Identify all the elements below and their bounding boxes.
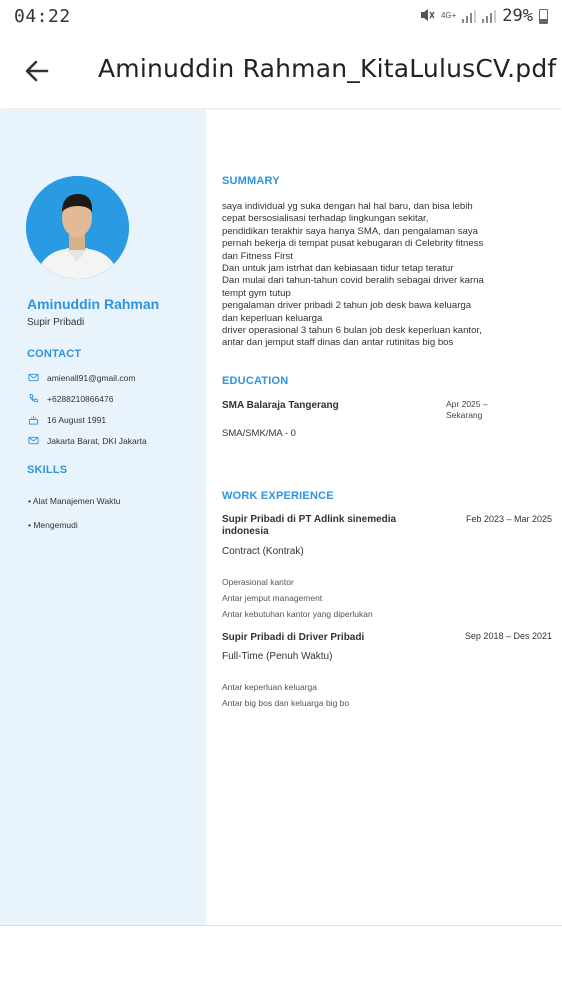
file-title: Aminuddin Rahman_KitaLulusCV.pdf xyxy=(98,54,557,83)
summary-line: Dan untuk jam istrhat dan kebiasaan tidur tetap teratur xyxy=(222,263,454,275)
contact-phone[interactable] xyxy=(28,393,113,404)
education-date-end: Sekarang xyxy=(446,410,483,420)
summary-line: cepat bersosialisasi terhadap lingkungan sekitar, xyxy=(222,213,429,225)
contact-phone-text: +6288210866476 xyxy=(47,393,114,404)
app-bar xyxy=(0,34,562,108)
contact-birthday xyxy=(28,414,106,425)
contact-location xyxy=(28,435,147,446)
email-icon xyxy=(28,372,39,383)
education-school: SMA Balaraja Tangerang xyxy=(222,400,339,411)
job-date: Sep 2018 – Des 2021 xyxy=(464,631,552,641)
skill-item: • Mengemudi xyxy=(28,520,78,530)
skills-heading: SKILLS xyxy=(27,464,68,476)
profile-photo xyxy=(26,176,129,279)
summary-line: dan Fitness First xyxy=(222,250,293,262)
location-icon xyxy=(28,435,39,446)
summary-line: dan keperluan keluarga xyxy=(222,312,323,324)
summary-line: pendidikan terakhir saya hanya SMA, dan pengalaman saya xyxy=(222,225,478,237)
education-date-start: Apr 2025 – xyxy=(446,399,488,409)
battery-icon xyxy=(539,9,548,24)
signal-icon xyxy=(462,9,476,23)
skill-item: • Alat Manajemen Waktu xyxy=(28,496,121,506)
summary-line: saya individual yg suka dengan hal hal baru, dan bisa lebih xyxy=(222,201,473,212)
summary-line: driver operasional 3 tahun 6 bulan job desk keperluan kantor, xyxy=(222,325,482,337)
mute-vibrate-icon xyxy=(419,8,435,25)
signal-icon-sim2 xyxy=(482,9,496,23)
contact-location-text: Jakarta Barat, DKI Jakarta xyxy=(47,435,147,446)
education-heading: EDUCATION xyxy=(222,375,289,387)
contact-birthday-text: 16 August 1991 xyxy=(47,414,107,425)
education-degree: SMA/SMK/MA - 0 xyxy=(222,428,296,439)
summary-line: pengalaman driver pribadi 2 tahun job desk bawa keluarga xyxy=(222,300,472,312)
summary-heading: SUMMARY xyxy=(222,175,280,187)
cv-sidebar xyxy=(0,110,206,925)
contact-email-text: amienall91@gmail.com xyxy=(47,372,136,383)
summary-line: Dan mulai dari tahun-tahun covid beralih sebagai driver karna xyxy=(222,275,484,287)
contact-email[interactable] xyxy=(28,372,135,383)
status-time: 04:22 xyxy=(14,6,71,27)
education-date xyxy=(446,399,536,421)
job-date: Feb 2023 – Mar 2025 xyxy=(465,514,552,524)
status-bar xyxy=(0,0,562,34)
summary-line: tempt gym tutup xyxy=(222,287,291,299)
page-divider xyxy=(0,925,562,926)
phone-icon xyxy=(28,393,39,404)
job-type: Contract (Kontrak) xyxy=(222,546,304,557)
back-button[interactable] xyxy=(22,56,52,86)
job-detail: Antar kebutuhan kantor yang diperlukan xyxy=(222,609,373,619)
contact-heading: CONTACT xyxy=(27,348,82,360)
summary-line: pernah bekerja di tempat pusat kebugaran di Celebrity fitness xyxy=(222,238,484,250)
cv-name: Aminuddin Rahman xyxy=(27,296,160,312)
status-icons xyxy=(419,6,548,26)
summary-line: antar dan jemput staff dinas dan antar rutinitas big bos xyxy=(222,337,454,349)
battery-percent: 29% xyxy=(502,6,533,26)
job-title: Supir Pribadi di Driver Pribadi xyxy=(222,632,365,643)
job-detail: Antar keperluan keluarga xyxy=(222,682,317,692)
job-detail: Antar jemput management xyxy=(222,593,323,603)
job-title: Supir Pribadi di PT Adlink sinemedia indonesia xyxy=(222,514,397,537)
network-type: 4G+ xyxy=(440,11,457,20)
cv-role: Supir Pribadi xyxy=(27,317,85,328)
job-detail: Operasional kantor xyxy=(222,577,294,587)
arrow-left-icon xyxy=(22,56,52,86)
work-heading: WORK EXPERIENCE xyxy=(222,490,334,502)
cake-icon xyxy=(28,414,39,425)
pdf-document[interactable] xyxy=(0,110,562,925)
job-detail: Antar big bos dan keluarga big bo xyxy=(222,698,350,708)
job-type: Full-Time (Penuh Waktu) xyxy=(222,651,333,662)
summary-text xyxy=(222,201,544,350)
